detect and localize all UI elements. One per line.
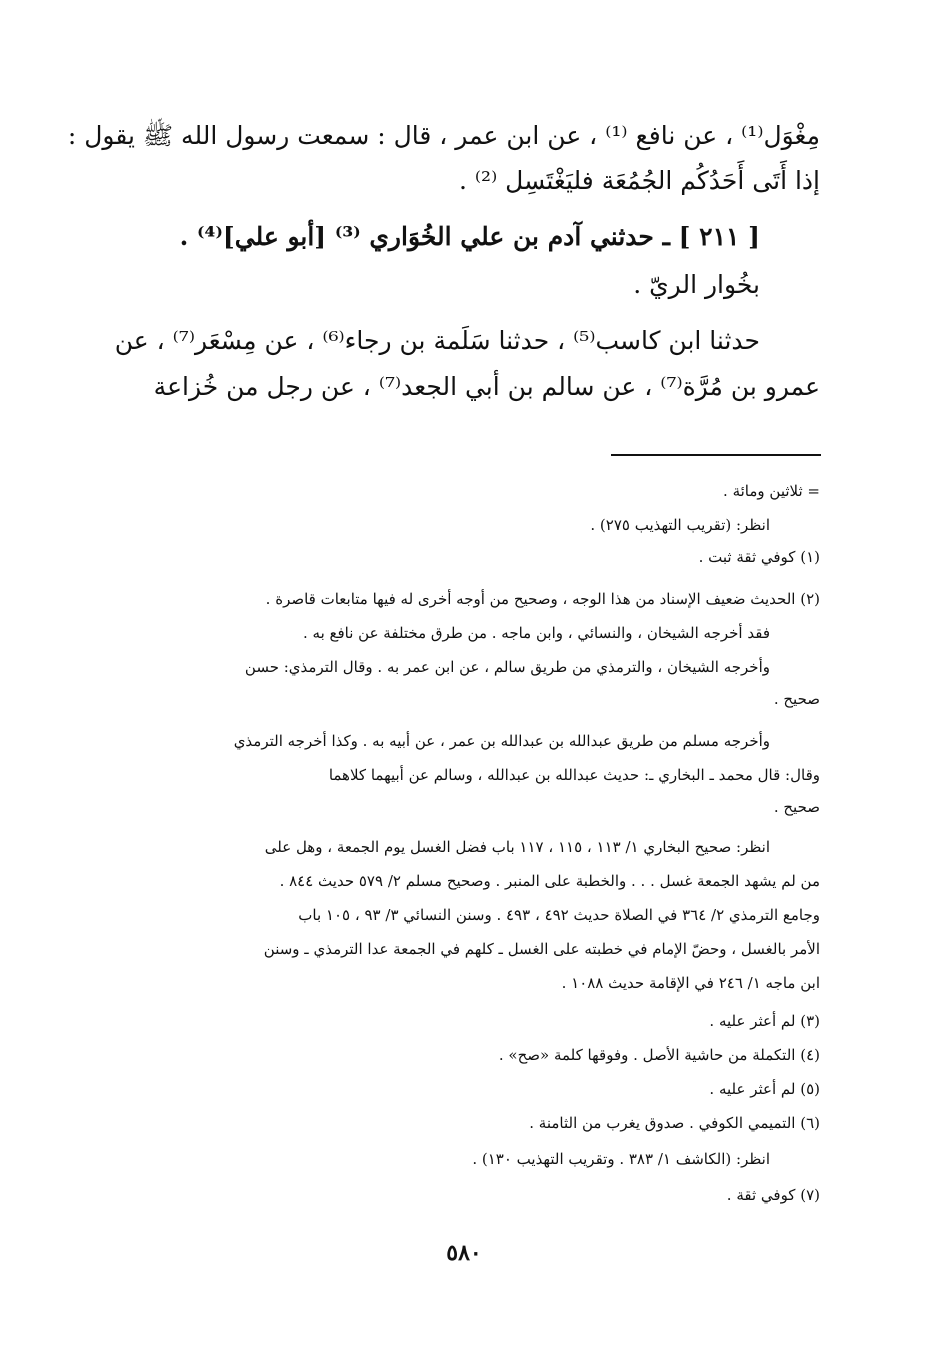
footnote-2-line: وأخرجه الشيخان ، والترمذي من طريق سالم ، عن ابن عمر به . وقال الترمذي: حسن bbox=[244, 658, 770, 676]
footnote-2-line: وجامع الترمذي ٢/ ٣٦٤ في الصلاة حديث ٤٩٢ ، ٤٩٣ . وسنن النسائي ٣/ ٩٣ ، ١٠٥ باب bbox=[298, 906, 820, 924]
footnote-2-line: انظر: صحيح البخاري ١/ ١١٣ ، ١١٥ ، ١١٧ باب فضل الغسل يوم الجمعة ، وهل على bbox=[264, 838, 770, 856]
footnote-2-line: من لم يشهد الجمعة غسل . . . والخطبة على المنبر . وصحيح مسلم ٢/ ٥٧٩ حديث ٨٤٤ . bbox=[279, 872, 820, 890]
footnote-1: (١) كوفي ثقة ثبت . bbox=[698, 548, 820, 566]
main-text-line-4: بخُوار الريّ . bbox=[633, 270, 760, 299]
footnote-2-line: صحيح . bbox=[773, 798, 820, 816]
footnote-5: (٥) لم أعثر عليه . bbox=[709, 1080, 820, 1098]
footnote-4: (٤) التكملة من حاشية الأصل . وفوقها كلمة «صح» . bbox=[498, 1046, 820, 1064]
main-text-line-5: حدثنا ابن كاسب⁽⁵⁾ ، حدثنا سَلَمة بن رجاء⁽⁶⁾ ، عن مِسْعَر⁽⁷⁾ ، عن bbox=[114, 326, 760, 355]
footnote-7: (٧) كوفي ثقة . bbox=[726, 1186, 820, 1204]
footnote-2-line: صحيح . bbox=[773, 690, 820, 708]
footnote-2-line: ابن ماجه ١/ ٢٤٦ في الإقامة حديث ١٠٨٨ . bbox=[561, 974, 820, 992]
footnote-2-line: الأمر بالغسل ، وحضّ الإمام في خطبته على الغسل ـ كلهم في الجمعة عدا الترمذي ـ وسنن bbox=[263, 940, 820, 958]
footnote-separator bbox=[611, 454, 821, 456]
footnote-continuation: = ثلاثين ومائة . bbox=[723, 482, 820, 500]
main-text-line-2: إذا أَتَى أَحَدُكُم الجُمُعَة فليَغْتَسِل ⁽²⁾ . bbox=[458, 166, 820, 195]
footnote-6-ref: انظر: (الكاشف ١/ ٣٨٣ . وتقريب التهذيب ١٣٠) . bbox=[472, 1150, 770, 1168]
hadith-heading: [ ٢١١ ] ـ حدثني آدم بن علي الخُوَاري ⁽³⁾ [أبو علي]⁽⁴⁾ . bbox=[179, 222, 760, 251]
page-number: ٥٨٠ bbox=[446, 1240, 482, 1266]
main-text-line-1: مِغْوَل⁽¹⁾ ، عن نافع ⁽¹⁾ ، عن ابن عمر ، قال : سمعت رسول الله ﷺ يقول : bbox=[67, 121, 820, 150]
footnote-2-line: وقال: قال محمد ـ البخاري ـ: حديث عبدالله بن عبدالله ، وسالم عن أبيهما كلاهما bbox=[328, 766, 820, 784]
footnote-2-line: وأخرجه مسلم من طريق عبدالله بن عبدالله بن عمر ، عن أبيه به . وكذا أخرجه الترمذي bbox=[233, 732, 770, 750]
footnote-continuation-ref: انظر: (تقريب التهذيب ٢٧٥) . bbox=[590, 516, 770, 534]
main-text-line-6: عمرو بن مُرَّة⁽⁷⁾ ، عن سالم بن أبي الجعد⁽⁷⁾ ، عن رجل من خُزاعة bbox=[153, 372, 820, 401]
footnote-6: (٦) التميمي الكوفي . صدوق يغرب من الثامنة . bbox=[529, 1114, 820, 1132]
footnote-2-line: فقد أخرجه الشيخان ، والنسائي ، وابن ماجه . من طرق مختلفة عن نافع به . bbox=[302, 624, 770, 642]
footnote-3: (٣) لم أعثر عليه . bbox=[709, 1012, 820, 1030]
footnote-2: (٢) الحديث ضعيف الإسناد من هذا الوجه ، وصحيح من أوجه أخرى له فيها متابعات قاصرة . bbox=[265, 590, 820, 608]
